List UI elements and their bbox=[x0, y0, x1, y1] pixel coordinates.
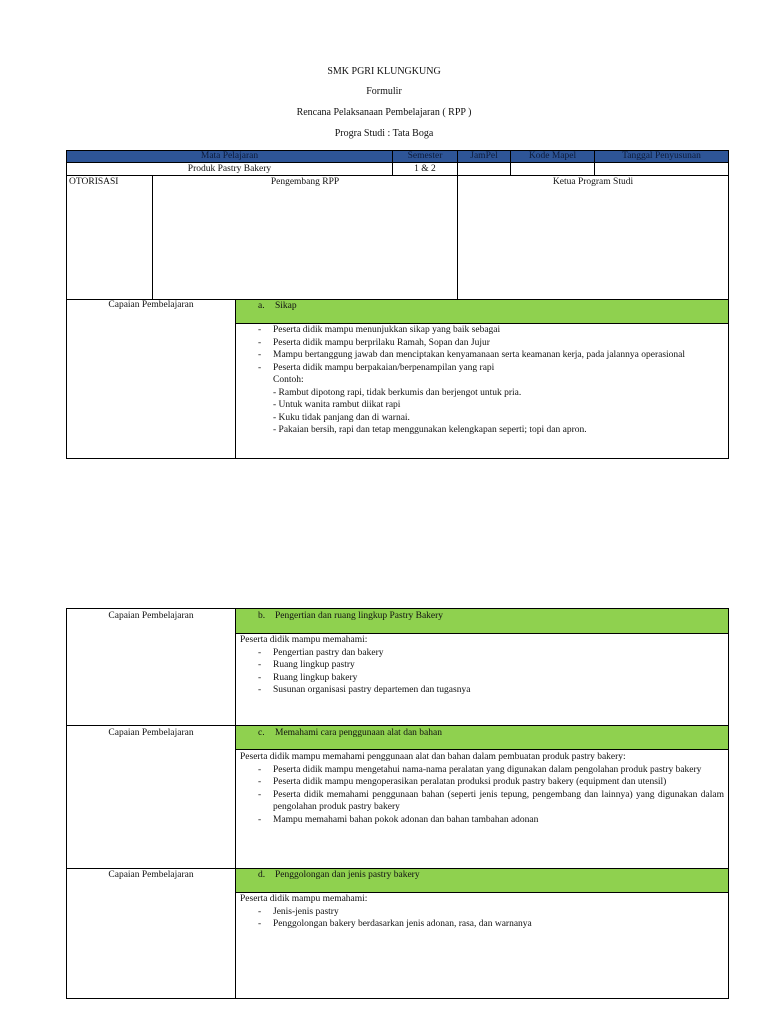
contoh-heading: Contoh: bbox=[273, 375, 304, 385]
header-kode-mapel: Kode Mapel bbox=[528, 151, 577, 161]
list-item: - Peserta didik memahami penggunaan bahan (seperti jenis tepung, pengembang dan lainnya) yang digunakan dalam pengolahan produk pastry bakery bbox=[236, 789, 724, 814]
list-item: - Mampu bertanggung jawab dan menciptakan kenyamanaan serta keamanan kerja, pada jalannya operasional bbox=[236, 349, 724, 362]
header-semester: Semester bbox=[407, 151, 443, 161]
list-item: - Peserta didik mampu menunjukkan sikap yang baik sebagai bbox=[236, 324, 724, 337]
section-a-title-bar bbox=[236, 300, 728, 323]
section-d-intro: Peserta didik mampu memahami: bbox=[240, 894, 368, 904]
ketua-program-label: Ketua Program Studi bbox=[552, 177, 634, 187]
section-d-content bbox=[236, 893, 724, 931]
list-item: - Peserta didik mampu berpakaian/berpenampilan yang rapi bbox=[236, 362, 724, 375]
list-item: - Ruang lingkup bakery bbox=[236, 672, 724, 685]
list-item: - Mampu memahami bahan pokok adonan dan bahan tambahan adonan bbox=[236, 814, 724, 827]
list-item: - Ruang lingkup pastry bbox=[236, 659, 724, 672]
section-b-intro: Peserta didik mampu memahami: bbox=[240, 635, 368, 645]
header-tanggal-penyusunan: Tanggal Penyusunan bbox=[622, 151, 701, 161]
list-item: - Peserta didik mampu mengoperasikan peralatan produksi produk pastry bakery (equipment dan utensil) bbox=[236, 776, 724, 789]
school-name: SMK PGRI KLUNGKUNG bbox=[327, 66, 441, 77]
list-item: - Peserta didik mampu berprilaku Ramah, Sopan dan Jujur bbox=[236, 337, 724, 350]
contoh-item: - Pakaian bersih, rapi dan tetap menggunakan kelengkapan seperti; topi dan apron. bbox=[273, 425, 587, 435]
section-b-title: b. Pengertian dan ruang lingkup Pastry Bakery bbox=[258, 611, 444, 621]
document-title: Rencana Pelaksanaan Pembelajaran ( RPP ) bbox=[296, 107, 472, 118]
section-c-intro: Peserta didik mampu memahami penggunaan alat dan bahan dalam pembuatan produk pastry bakery: bbox=[240, 752, 626, 762]
list-item: - Pengertian pastry dan bakery bbox=[236, 647, 724, 660]
value-mata-pelajaran: Produk Pastry Bakery bbox=[187, 164, 272, 174]
section-a-title: a. Sikap bbox=[258, 301, 297, 311]
form-label: Formulir bbox=[366, 86, 402, 97]
header-jampel: JamPel bbox=[470, 151, 498, 161]
contoh-item: - Rambut dipotong rapi, tidak berkumis dan berjengot untuk pria. bbox=[273, 387, 522, 398]
list-item: - Peserta didik mampu mengetahui nama-nama peralatan yang digunakan dalam pengolahan produk pastry bakery bbox=[236, 764, 724, 777]
capaian-label-b: Capaian Pembelajaran bbox=[108, 611, 194, 621]
capaian-label-a: Capaian Pembelajaran bbox=[108, 300, 194, 310]
section-c-title: c. Memahami cara penggunaan alat dan bahan bbox=[258, 728, 442, 738]
pengembang-rpp-label: Pengembang RPP bbox=[270, 177, 340, 187]
otorisasi-label: OTORISASI bbox=[69, 177, 119, 187]
value-semester: 1 & 2 bbox=[414, 164, 436, 174]
contoh-item: - Kuku tidak panjang dan di warnai. bbox=[273, 412, 410, 423]
program-label: Progra Studi : Tata Boga bbox=[334, 128, 434, 139]
section-a-content bbox=[236, 324, 724, 437]
section-d-title: d. Penggolongan dan jenis pastry bakery bbox=[258, 870, 420, 880]
list-item: - Penggolongan bakery berdasarkan jenis adonan, rasa, dan warnanya bbox=[236, 918, 724, 931]
header-mata-pelajaran: Mata Pelajaran bbox=[200, 151, 259, 161]
list-item: - Susunan organisasi pastry departemen dan tugasnya bbox=[236, 684, 724, 697]
capaian-label-d: Capaian Pembelajaran bbox=[108, 870, 194, 880]
section-c-content bbox=[236, 751, 724, 826]
section-b-content bbox=[236, 634, 724, 697]
contoh-item: - Untuk wanita rambut diikat rapi bbox=[273, 400, 401, 410]
capaian-label-c: Capaian Pembelajaran bbox=[108, 728, 194, 738]
list-item: - Jenis-jenis pastry bbox=[236, 906, 724, 919]
